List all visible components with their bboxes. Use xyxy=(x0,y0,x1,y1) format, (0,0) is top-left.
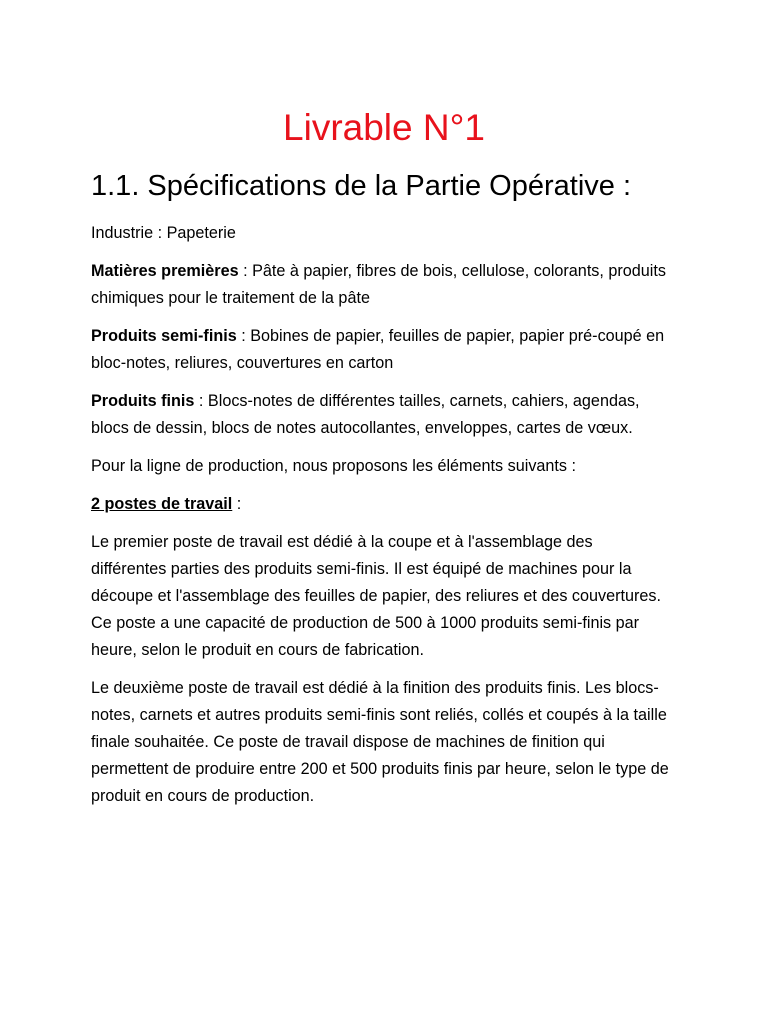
finished-paragraph xyxy=(91,388,671,442)
raw-materials-paragraph xyxy=(91,258,671,312)
workstation-1-paragraph: Le premier poste de travail est dédié à la coupe et à l'assemblage des différentes parties des produits semi-finis. Il est équipé de machines pour la découpe et l'assemblage des feuilles de papier, des reliures et des couvertures. Ce poste a une capacité de production de 500 à 1000 produits semi-finis par heure, selon le produit en cours de fabrication. xyxy=(91,533,661,659)
section-heading: 1.1. Spécifications de la Partie Opérative : xyxy=(91,170,632,202)
workstations-heading xyxy=(91,491,671,518)
workstations-label: 2 postes de travail xyxy=(91,495,233,513)
document-body xyxy=(91,220,671,821)
finished-text: : Blocs-notes de différentes tailles, carnets, cahiers, agendas, blocs de dessin, blocs de notes autocollantes, enveloppes, cartes de vœux. xyxy=(91,392,640,437)
semi-finished-text: : Bobines de papier, feuilles de papier, papier pré-coupé en bloc-notes, reliures, couvertures en carton xyxy=(91,327,665,372)
industry-line: Industrie : Papeterie xyxy=(91,224,236,242)
workstations-suffix: : xyxy=(232,495,242,513)
semi-finished-paragraph xyxy=(91,323,671,377)
proposal-intro: Pour la ligne de production, nous proposons les éléments suivants : xyxy=(91,457,577,475)
raw-materials-text: : Pâte à papier, fibres de bois, cellulose, colorants, produits chimiques pour le traitement de la pâte xyxy=(91,262,666,307)
document-title: Livrable N°1 xyxy=(283,107,485,148)
raw-materials-label: Matières premières xyxy=(91,262,239,280)
semi-finished-label: Produits semi-finis xyxy=(91,327,237,345)
finished-label: Produits finis xyxy=(91,392,195,410)
workstation-2-paragraph: Le deuxième poste de travail est dédié à la finition des produits finis. Les blocs-notes, carnets et autres produits semi-finis sont reliés, collés et coupés à la taille finale souhaitée. Ce poste de travail dispose de machines de finition qui permettent de produire entre 200 et 500 produits finis par heure, selon le type de produit en cours de production. xyxy=(91,679,669,805)
